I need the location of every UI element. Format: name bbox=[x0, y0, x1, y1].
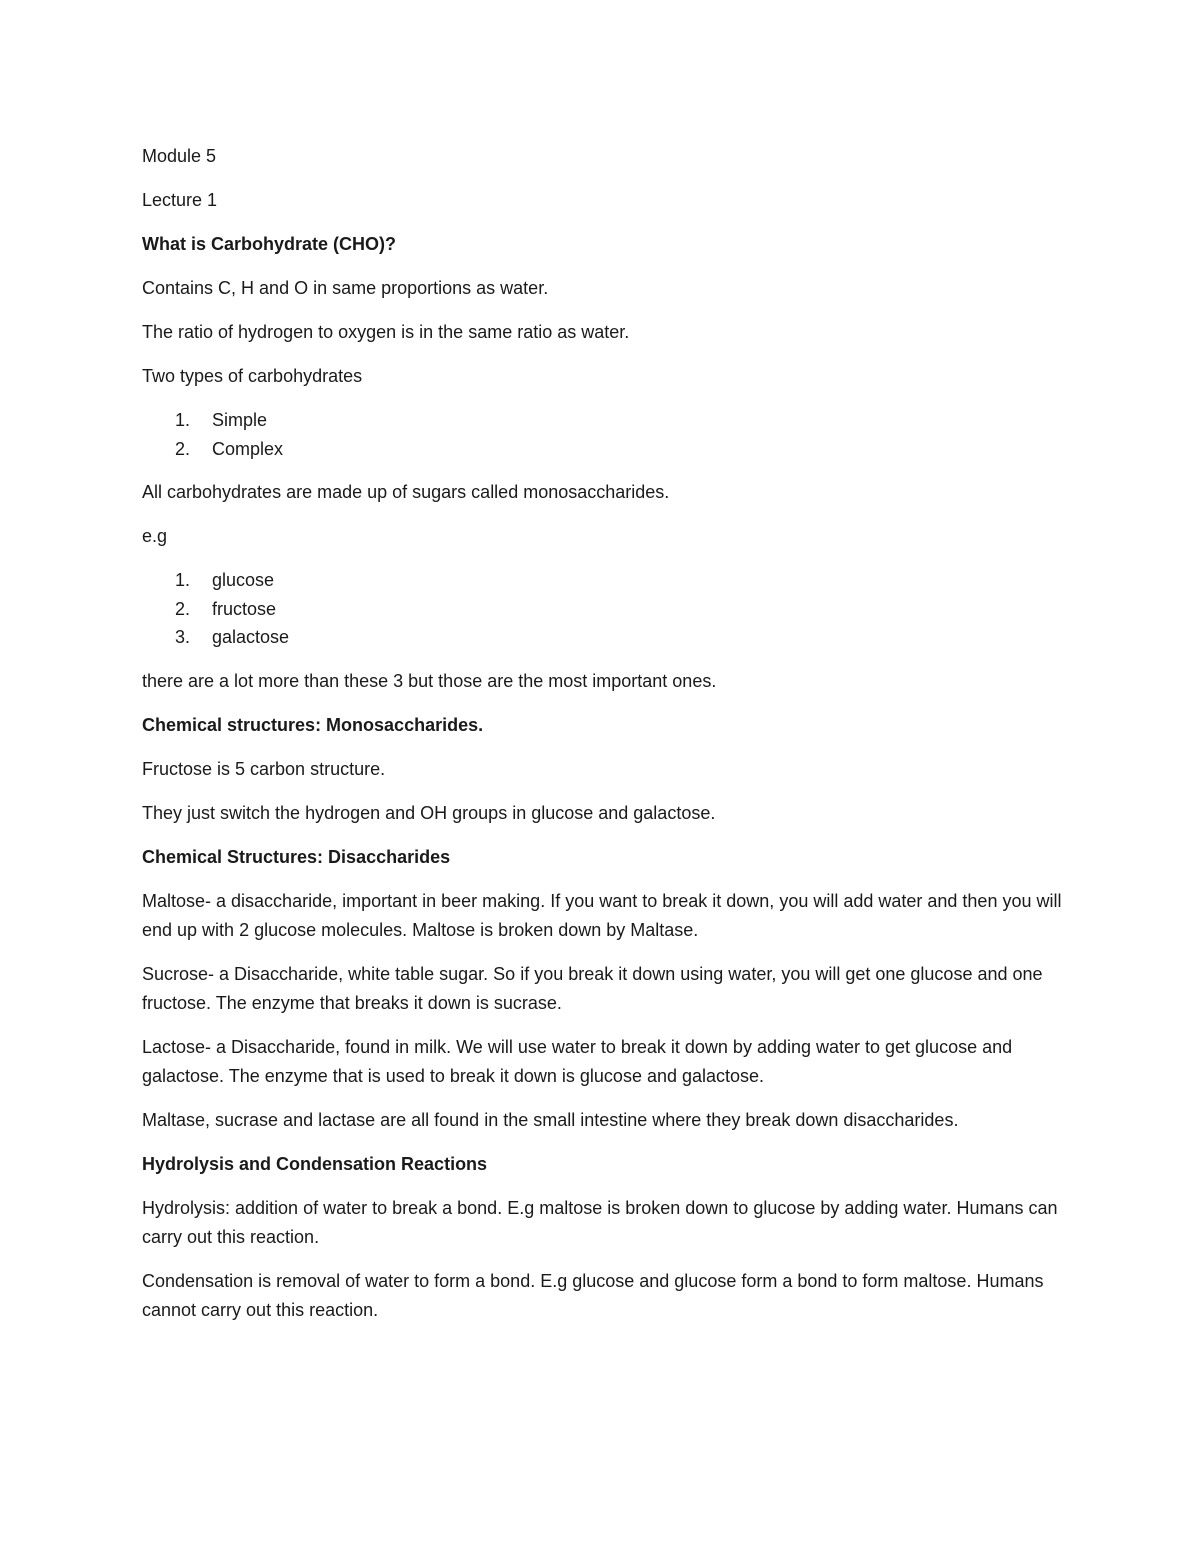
list-item bbox=[142, 406, 1072, 435]
list-text: Simple bbox=[212, 410, 268, 430]
list-number: 1. bbox=[175, 570, 191, 590]
list-number: 2. bbox=[175, 438, 191, 459]
document-body bbox=[142, 142, 1072, 1340]
carbohydrate-types-list bbox=[142, 406, 1072, 463]
paragraph: Contains C, H and O in same proportions as water. bbox=[142, 278, 549, 298]
lecture-title: Lecture 1 bbox=[142, 190, 218, 210]
list-text: Complex bbox=[212, 438, 284, 459]
paragraph: Maltose- a disaccharide, important in beer making. If you want to break it down, you will add water and then you will end up with 2 glucose molecules. Maltose is broken down by Maltase. bbox=[142, 890, 1062, 940]
paragraph: e.g bbox=[142, 526, 168, 546]
list-item bbox=[142, 566, 1072, 595]
section-heading-monosaccharides: Chemical structures: Monosaccharides. bbox=[142, 714, 484, 735]
paragraph: Fructose is 5 carbon structure. bbox=[142, 758, 386, 779]
paragraph: Maltase, sucrase and lactase are all found in the small intestine where they break down disaccharides. bbox=[142, 1109, 959, 1130]
paragraph: Two types of carbohydrates bbox=[142, 366, 363, 386]
module-title: Module 5 bbox=[142, 146, 217, 166]
paragraph: Hydrolysis: addition of water to break a bond. E.g maltose is broken down to glucose by adding water. Humans can carry out this reaction. bbox=[142, 1197, 1058, 1247]
list-number: 3. bbox=[175, 627, 191, 647]
paragraph: Lactose- a Disaccharide, found in milk. We will use water to break it down by adding water to get glucose and galactose. The enzyme that is used to break it down is glucose and galactose. bbox=[142, 1036, 1013, 1086]
list-text: fructose bbox=[212, 598, 277, 619]
list-item bbox=[142, 623, 1072, 652]
paragraph: Sucrose- a Disaccharide, white table sugar. So if you break it down using water, you will get one glucose and one fructose. The enzyme that breaks it down is sucrase. bbox=[142, 963, 1043, 1013]
paragraph: Condensation is removal of water to form a bond. E.g glucose and glucose form a bond to form maltose. Humans cannot carry out this reaction. bbox=[142, 1270, 1044, 1320]
section-heading-carbohydrate: What is Carbohydrate (CHO)? bbox=[142, 234, 397, 254]
section-heading-reactions: Hydrolysis and Condensation Reactions bbox=[142, 1153, 488, 1174]
list-text: galactose bbox=[212, 627, 290, 647]
list-text: glucose bbox=[212, 570, 275, 590]
paragraph: The ratio of hydrogen to oxygen is in the same ratio as water. bbox=[142, 322, 630, 342]
section-heading-disaccharides: Chemical Structures: Disaccharides bbox=[142, 846, 451, 867]
paragraph: there are a lot more than these 3 but those are the most important ones. bbox=[142, 670, 717, 691]
list-number: 2. bbox=[175, 598, 191, 619]
list-number: 1. bbox=[175, 410, 191, 430]
paragraph: All carbohydrates are made up of sugars called monosaccharides. bbox=[142, 482, 670, 502]
list-item bbox=[142, 435, 1072, 464]
monosaccharide-examples-list bbox=[142, 566, 1072, 652]
paragraph: They just switch the hydrogen and OH groups in glucose and galactose. bbox=[142, 802, 716, 823]
list-item bbox=[142, 595, 1072, 624]
